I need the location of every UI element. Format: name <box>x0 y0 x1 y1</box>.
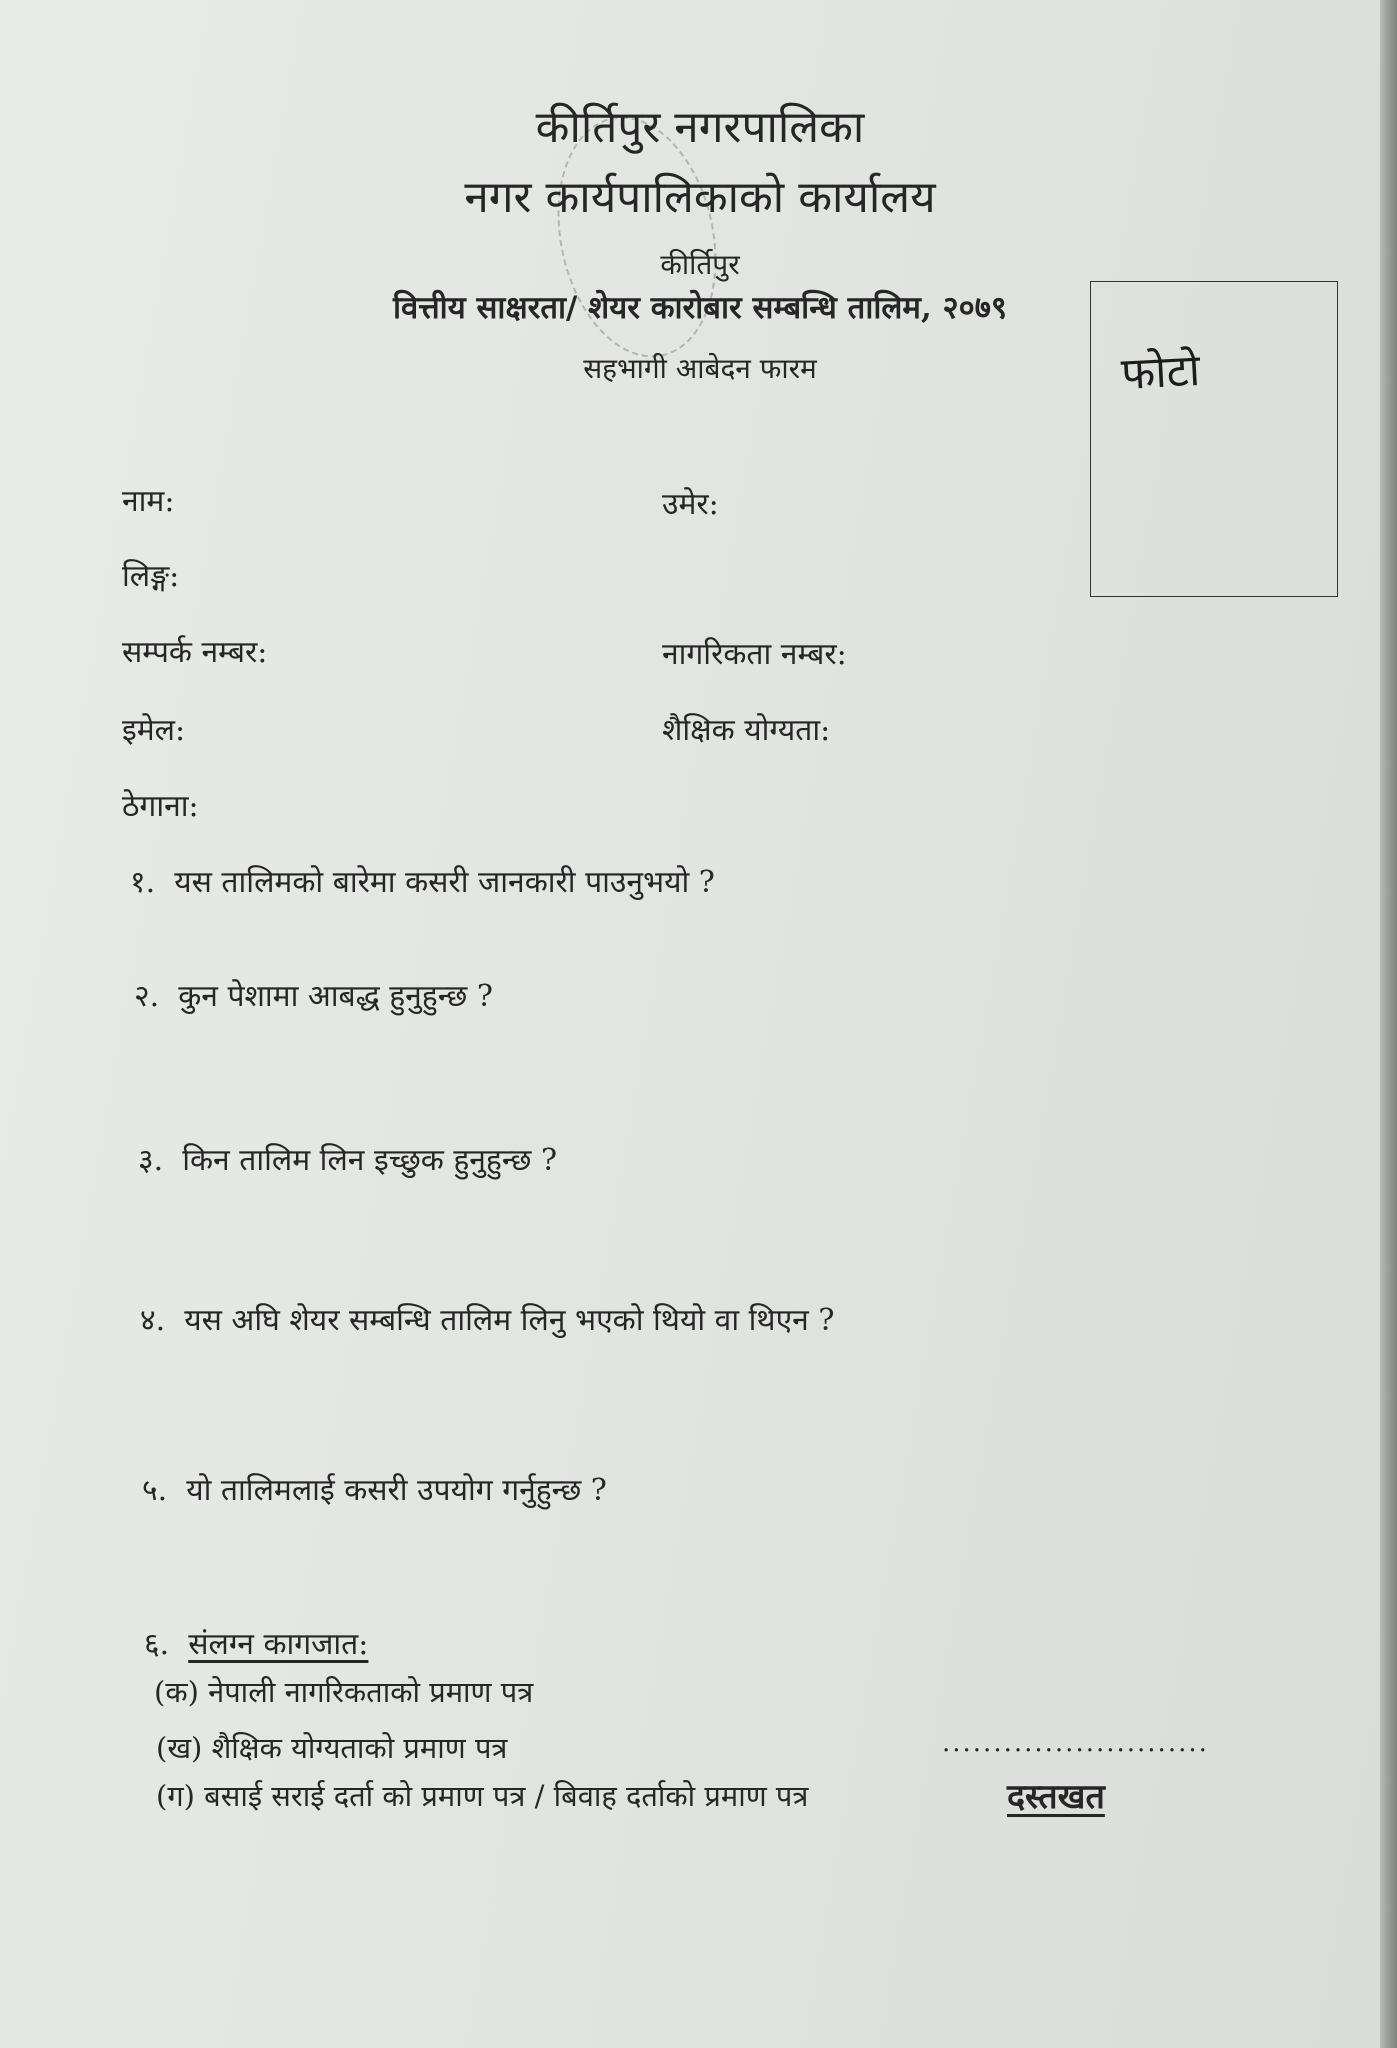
signature-line[interactable]: .......................... <box>942 1728 1209 1758</box>
training-title: वित्तीय साक्षरता/ शेयर कारोबार सम्बन्धि तालिम, २०७९ <box>392 290 1008 326</box>
photo-label: फोटो <box>1119 344 1202 401</box>
question-5 <box>142 1473 607 1508</box>
question-number: १. <box>130 865 156 900</box>
attachments-number: ६. <box>144 1627 170 1662</box>
email-field-label: इमेल: <box>122 713 186 748</box>
attachment-item-education: (ख) शैक्षिक योग्यताको प्रमाण पत्र <box>156 1731 508 1765</box>
question-number: ५. <box>142 1473 168 1508</box>
attachment-item-citizenship: (क) नेपाली नागरिकताको प्रमाण पत्र <box>154 1675 534 1709</box>
office-heading: नगर कार्यपालिकाको कार्यालय <box>464 172 936 223</box>
question-text: यो तालिमलाई कसरी उपयोग गर्नुहुन्छ ? <box>186 1473 607 1508</box>
question-2 <box>134 979 493 1014</box>
question-4 <box>140 1303 835 1338</box>
question-3 <box>138 1143 558 1178</box>
gender-field-label: लिङ्ग: <box>122 559 180 594</box>
attachments-heading: संलग्न कागजात: <box>188 1627 369 1662</box>
question-text: किन तालिम लिन इच्छुक हुनुहुन्छ ? <box>182 1143 558 1178</box>
page-edge-shadow <box>1380 0 1397 2048</box>
city-heading: कीर्तिपुर <box>660 248 740 281</box>
question-text: यस अघि शेयर सम्बन्धि तालिम लिनु भएको थियो वा थिएन ? <box>184 1303 835 1338</box>
photo-box[interactable] <box>1090 281 1338 597</box>
age-field-label: उमेर: <box>662 487 719 522</box>
question-number: ४. <box>140 1303 166 1338</box>
question-text: यस तालिमको बारेमा कसरी जानकारी पाउनुभयो ? <box>174 865 715 900</box>
contact-field-label: सम्पर्क नम्बर: <box>122 635 268 670</box>
attachment-item-migration: (ग) बसाई सराई दर्ता को प्रमाण पत्र / बिवाह दर्ताको प्रमाण पत्र <box>156 1779 809 1813</box>
address-field-label: ठेगाना: <box>122 789 199 824</box>
citizenship-field-label: नागरिकता नम्बर: <box>662 637 847 672</box>
attachments-heading-row <box>144 1627 369 1662</box>
name-field-label: नाम: <box>122 484 175 519</box>
question-1 <box>130 865 715 900</box>
question-text: कुन पेशामा आबद्ध हुनुहुन्छ ? <box>178 979 493 1014</box>
question-number: २. <box>134 979 160 1014</box>
education-field-label: शैक्षिक योग्यता: <box>662 713 831 748</box>
form-title: सहभागी आबेदन फारम <box>583 352 817 385</box>
signature-label: दस्तखत <box>1007 1777 1105 1817</box>
municipality-heading: कीर्तिपुर नगरपालिका <box>535 102 865 153</box>
question-number: ३. <box>138 1143 164 1178</box>
